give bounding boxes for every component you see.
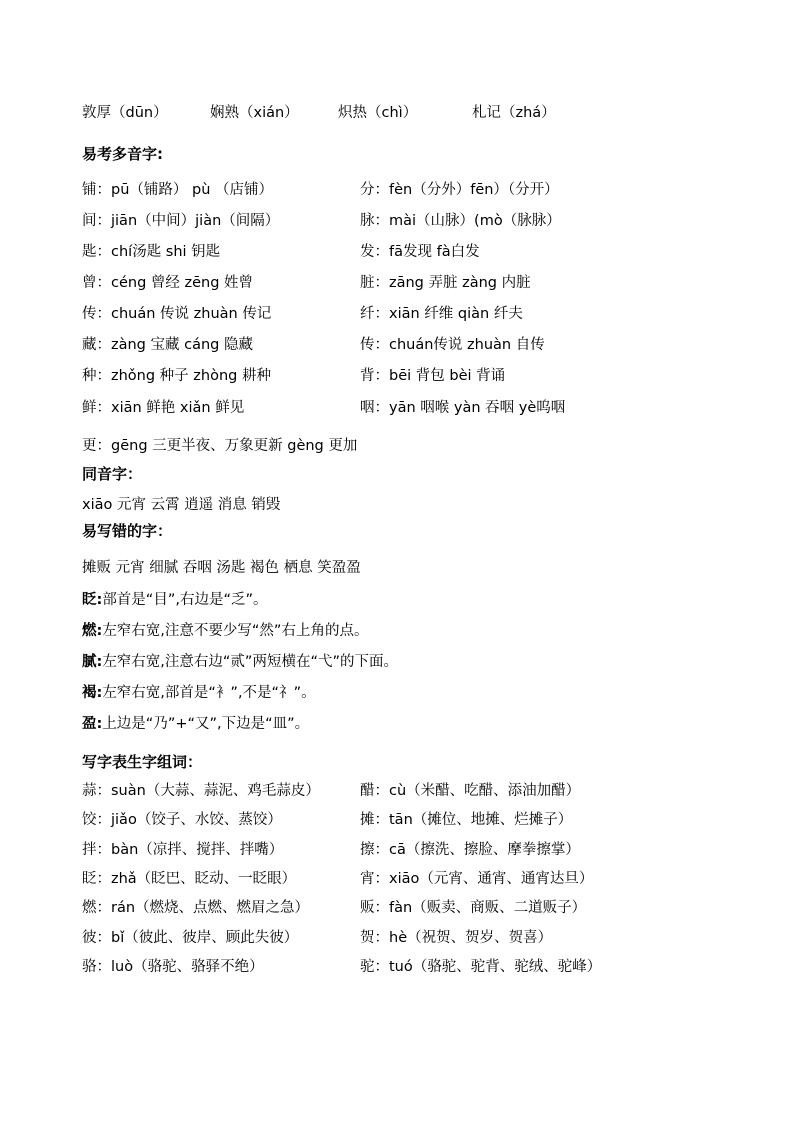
word-group-left: 蒜：suàn（大蒜、蒜泥、鸡毛蒜皮） — [82, 783, 320, 799]
word-group-left: 拌：bàn（凉拌、搅拌、拌嘴） — [82, 842, 284, 858]
polyphone-left: 种：zhǒng 种子 zhòng 耕种 — [82, 368, 271, 384]
polyphone-right: 传：chuán传说 zhuàn 自传 — [360, 337, 545, 353]
polyphone-extra: 更：gēng 三更半夜、万象更新 gèng 更加 — [82, 438, 358, 454]
word-group-left: 骆：luò（骆驼、骆驿不绝） — [82, 959, 264, 975]
word-group-left: 彼：bǐ（彼此、彼岸、顾此失彼） — [82, 930, 299, 946]
error-note — [82, 652, 398, 672]
polyphone-left: 匙：chí汤匙 shi 钥匙 — [82, 244, 221, 260]
word-group-left: 眨：zhǎ（眨巴、眨动、一眨眼） — [82, 871, 297, 887]
note-text: 左窄右宽,部首是“衤”,不是“礻”。 — [102, 685, 316, 701]
error-note — [82, 590, 267, 610]
word-group-left: 燃：rán（燃烧、点燃、燃眉之急） — [82, 900, 310, 916]
note-text: 上边是“乃”+“又”,下边是“皿”。 — [102, 716, 310, 732]
word-group-right: 醋：cù（米醋、吃醋、添油加醋） — [360, 783, 581, 799]
polyphone-left: 藏：zàng 宝藏 cáng 隐藏 — [82, 337, 253, 353]
polyphone-left: 鲜：xiān 鲜艳 xiǎn 鲜见 — [82, 400, 245, 416]
note-text: 左窄右宽,注意右边“贰”两短横在“弋”的下面。 — [102, 654, 398, 670]
homophone-line: xiāo 元宵 云霄 逍遥 消息 销毁 — [82, 497, 281, 513]
error-note — [82, 621, 368, 641]
word-group-left: 饺：jiǎo（饺子、水饺、蒸饺） — [82, 812, 282, 828]
word-group-right: 贩：fàn（贩卖、商贩、二道贩子） — [360, 900, 587, 916]
top-item: 炽热（chì） — [338, 105, 418, 121]
polyphone-right: 脏：zāng 弄脏 zàng 内脏 — [360, 275, 531, 291]
note-char: 腻: — [82, 654, 103, 670]
note-char: 燃: — [82, 623, 103, 639]
polyphone-right: 咽：yān 咽喉 yàn 吞咽 yè呜咽 — [360, 400, 566, 416]
polyphone-right: 分：fèn（分外）fēn）（分开） — [360, 182, 559, 198]
top-item: 娴熟（xián） — [210, 105, 299, 121]
polyphone-left: 曾：céng 曾经 zēng 姓曾 — [82, 275, 254, 291]
note-text: 部首是“目”,右边是“乏”。 — [102, 592, 268, 608]
polyphone-right: 脉：mài（山脉）(mò（脉脉） — [360, 213, 561, 229]
word-group-right: 擦：cā（擦洗、擦脸、摩拳擦掌） — [360, 842, 580, 858]
polyphone-right: 纤：xiān 纤维 qiàn 纤夫 — [360, 306, 523, 322]
word-group-right: 摊：tān（摊位、地摊、烂摊子） — [360, 812, 573, 828]
errors-heading: 易写错的字： — [82, 522, 173, 540]
word-group-right: 宵：xiāo（元宵、通宵、通宵达旦） — [360, 871, 594, 887]
word-group-right: 驼：tuó（骆驼、驼背、驼绒、驼峰） — [360, 959, 602, 975]
errors-line: 摊贩 元宵 细腻 吞咽 汤匙 褐色 栖息 笑盈盈 — [82, 560, 361, 576]
word-group-right: 贺：hè（祝贺、贺岁、贺喜） — [360, 930, 553, 946]
error-note — [82, 714, 309, 734]
polyphone-left: 传：chuán 传说 zhuàn 传记 — [82, 306, 272, 322]
polyphone-right: 背：bēi 背包 bèi 背诵 — [360, 368, 506, 384]
polyphone-heading: 易考多音字: — [82, 145, 163, 163]
note-char: 眨: — [82, 592, 103, 608]
word-groups-heading: 写字表生字组词： — [82, 753, 203, 771]
top-item: 敦厚（dūn） — [82, 105, 168, 121]
top-item: 札记（zhá） — [472, 105, 556, 121]
error-note — [82, 683, 316, 703]
polyphone-left: 铺：pū（铺路） pù （店铺） — [82, 182, 274, 198]
polyphone-left: 间：jiān（中间）jiàn（间隔） — [82, 213, 280, 229]
note-text: 左窄右宽,注意不要少写“然”右上角的点。 — [102, 623, 369, 639]
note-char: 褐: — [82, 685, 103, 701]
polyphone-right: 发：fā发现 fà白发 — [360, 244, 480, 260]
homophone-heading: 同音字： — [82, 465, 143, 483]
note-char: 盈: — [82, 716, 103, 732]
